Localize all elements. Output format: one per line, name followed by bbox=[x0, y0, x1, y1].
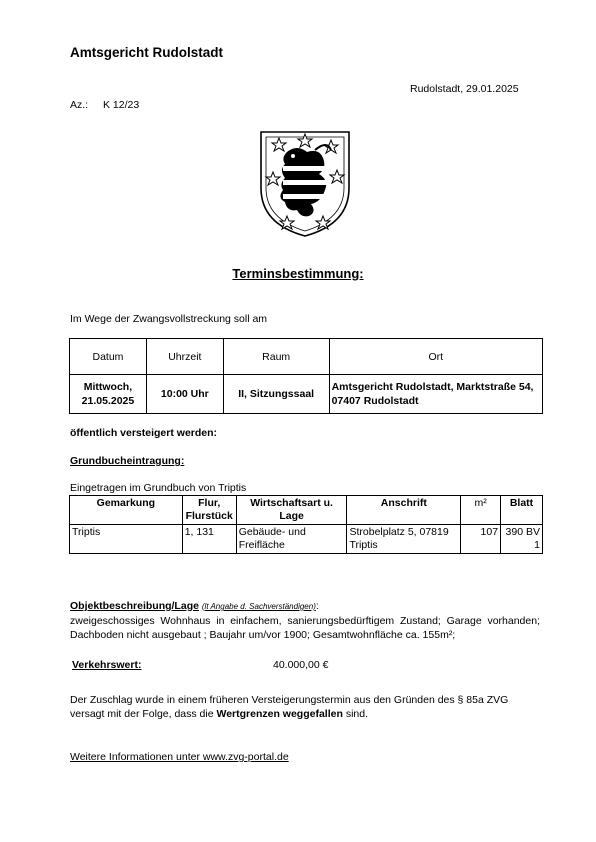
cell-flur: 1, 131 bbox=[182, 525, 236, 554]
grundbuch-eingetragen: Eingetragen im Grundbuch von Triptis bbox=[70, 482, 247, 494]
court-name: Amtsgericht Rudolstadt bbox=[70, 45, 224, 60]
zuschlag-text bbox=[70, 693, 540, 721]
cell-datum: Mittwoch, 21.05.2025 bbox=[70, 375, 147, 414]
objekt-colon: : bbox=[315, 600, 319, 612]
cell-raum: II, Sitzungssaal bbox=[223, 375, 329, 414]
header-flur: Flur, Flurstück bbox=[182, 496, 236, 525]
grundbuch-table bbox=[69, 495, 543, 554]
cell-wirtschaftsart: Gebäude- und Freifläche bbox=[236, 525, 347, 554]
objekt-text: zweigeschossiges Wohnhaus in einfachem, sanierungsbedürftigem Zustand; Garage vorhanden; Dachboden nicht ausgebaut ; Baujahr um/vor 1900; Gesamtwohnfläche ca. 155m²; bbox=[70, 615, 540, 641]
versteigert-text: öffentlich versteigert werden: bbox=[70, 427, 218, 439]
zuschlag-bold: Wertgrenzen weggefallen bbox=[216, 708, 343, 720]
header-ort: Ort bbox=[329, 339, 542, 375]
header-m2: m² bbox=[461, 496, 501, 525]
cell-blatt: 390 BV 1 bbox=[501, 525, 543, 554]
objekt-note: (lt Angabe d. Sachverständigen) bbox=[201, 602, 316, 611]
header-uhrzeit: Uhrzeit bbox=[146, 339, 223, 375]
termin-table bbox=[69, 338, 543, 414]
objekt-heading: Objektbeschreibung/Lage bbox=[70, 600, 199, 612]
az-value: K 12/23 bbox=[103, 99, 140, 111]
weitere-informationen-link[interactable]: Weitere Informationen unter www.zvg-portal.de bbox=[70, 751, 289, 763]
az-label: Az.: bbox=[70, 99, 89, 111]
table-row bbox=[70, 525, 543, 554]
header-datum: Datum bbox=[70, 339, 147, 375]
cell-uhrzeit: 10:00 Uhr bbox=[146, 375, 223, 414]
place-date: Rudolstadt, 29.01.2025 bbox=[410, 83, 519, 95]
header-wirtschaftsart: Wirtschaftsart u. Lage bbox=[236, 496, 347, 525]
cell-m2: 107 bbox=[461, 525, 501, 554]
cell-ort: Amtsgericht Rudolstadt, Marktstraße 54, 07407 Rudolstadt bbox=[329, 375, 542, 414]
zuschlag-text-before: Der Zuschlag wurde in einem früheren Versteigerungstermin aus den Gründen des § 85a ZVG versagt mit der Folge, dass die bbox=[70, 694, 509, 720]
header-blatt: Blatt bbox=[501, 496, 543, 525]
grundbuch-table-header bbox=[70, 496, 543, 525]
intro-text: Im Wege der Zwangsvollstreckung soll am bbox=[70, 313, 268, 325]
cell-anschrift: Strobelplatz 5, 07819 Triptis bbox=[347, 525, 461, 554]
page-title: Terminsbestimmung: bbox=[232, 266, 364, 281]
termin-table-header bbox=[70, 339, 543, 375]
objekt-heading-line bbox=[70, 600, 319, 612]
table-row bbox=[70, 375, 543, 414]
verkehrswert-label: Verkehrswert: bbox=[72, 659, 142, 671]
thuringia-coat-of-arms-icon bbox=[257, 128, 353, 240]
verkehrswert-value: 40.000,00 € bbox=[273, 659, 329, 671]
header-gemarkung: Gemarkung bbox=[70, 496, 183, 525]
zuschlag-text-after: sind. bbox=[342, 708, 369, 720]
header-raum: Raum bbox=[223, 339, 329, 375]
header-anschrift: Anschrift bbox=[347, 496, 461, 525]
cell-gemarkung: Triptis bbox=[70, 525, 183, 554]
grundbuch-heading: Grundbucheintragung: bbox=[70, 455, 185, 467]
